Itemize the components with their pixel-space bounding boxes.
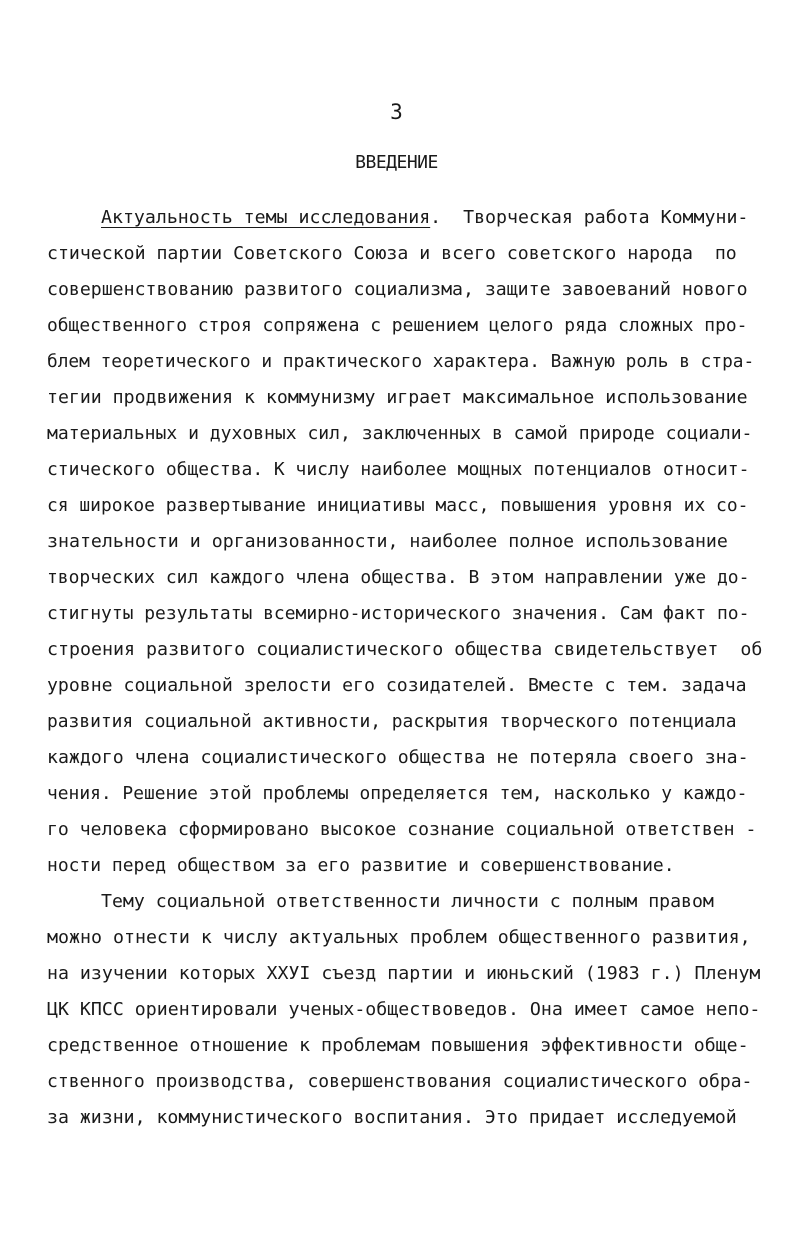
text-line: можно отнести к числу актуальных проблем общественного развития, [47, 927, 751, 948]
text-line: творческих сил каждого члена общества. В этом направлении уже до- [47, 567, 750, 588]
text-line: развития социальной активности, раскрытия творческого потенциала [47, 711, 737, 732]
text-line-rest: . Творческая работа Коммуни- [430, 207, 749, 228]
text-line: ся широкое развертывание инициативы масс, повышения уровня их со- [47, 495, 749, 516]
text-line: на изучении которых ХХУI съезд партии и июньский (1983 г.) Пленум [47, 963, 761, 984]
text-line [101, 200, 748, 236]
text-line: ности перед обществом за его развитие и совершенствование. [47, 855, 675, 876]
text-line: Тему социальной ответственности личности с полным правом [101, 891, 714, 912]
page-number: 3 [390, 100, 403, 124]
text-line: общественного строя сопряжена с решением целого ряда сложных про- [47, 315, 748, 336]
text-line: знательности и организованности, наиболее полное использование [47, 531, 728, 552]
text-line: ЦК КПСС ориентировали ученых-обществоведов. Она имеет самое непо- [47, 999, 761, 1020]
text-line: блем теоретического и практического характера. Важную роль в стра- [47, 351, 755, 372]
text-line: тегии продвижения к коммунизму играет максимальное использование [47, 387, 748, 408]
text-line: средственное отношение к проблемам повышения эффективности обще- [47, 1035, 749, 1056]
text-line: за жизни, коммунистического воспитания. Это придает исследуемой [47, 1107, 737, 1128]
text-line: уровне социальной зрелости его созидателей. Вместе с тем. задача [47, 675, 747, 696]
text-line: совершенствованию развитого социализма, защите завоеваний нового [47, 279, 748, 300]
section-title: ВВЕДЕНИЕ [355, 152, 438, 173]
text-line: стигнуты результаты всемирно-исторического значения. Сам факт по- [47, 603, 750, 624]
heading-phrase: Актуальность темы исследования [101, 207, 431, 228]
text-line: чения. Решение этой проблемы определяется тем, насколько у каждо- [47, 783, 748, 804]
text-line: го человека сформировано высокое сознание социальной ответствен - [47, 819, 757, 840]
text-line: стической партии Советского Союза и всего советского народа по [47, 243, 737, 264]
text-line: каждого члена социалистического общества не потеряла своего зна- [47, 747, 749, 768]
text-line: материальных и духовных сил, заключенных в самой природе социали- [47, 423, 753, 444]
text-line: строения развитого социалистического общества свидетельствует об [47, 639, 763, 660]
text-line: ственного производства, совершенствования социалистического обра- [47, 1071, 753, 1092]
text-line: стического общества. К числу наиболее мощных потенциалов относит- [47, 459, 750, 480]
